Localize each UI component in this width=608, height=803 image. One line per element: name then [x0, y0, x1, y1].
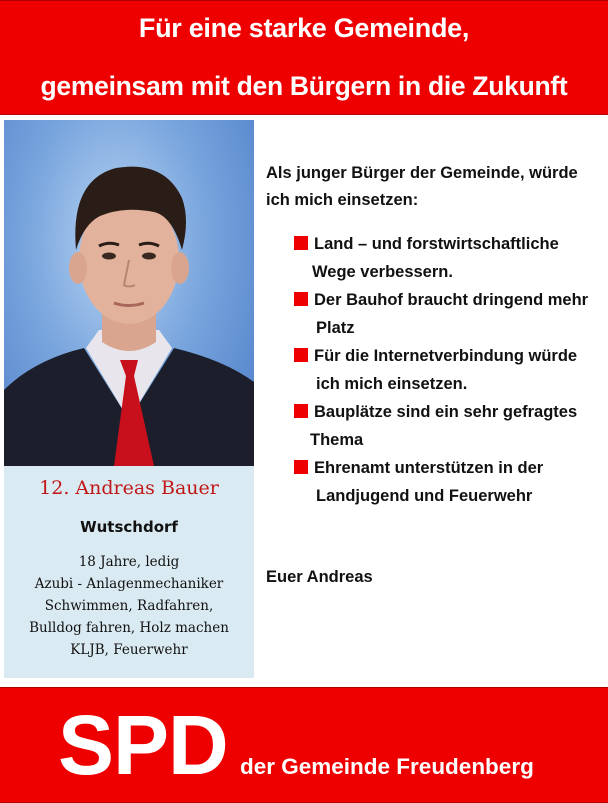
candidate-details [4, 551, 254, 661]
goal-item [294, 398, 608, 454]
goal-line-2: Wege verbessern. [312, 263, 453, 281]
candidate-profile [4, 466, 254, 678]
candidate-detail: Bulldog fahren, Holz machen [29, 620, 229, 636]
candidate-town: Wutschdorf [80, 518, 178, 536]
closing-signature: Euer Andreas [266, 568, 373, 586]
header-line-2: gemeinsam mit den Bürgern in die Zukunft [40, 71, 568, 101]
intro-line-1: Als junger Bürger der Gemeinde, würde [266, 164, 578, 182]
goal-line-1: Bauplätze sind ein sehr gefragtes [314, 403, 578, 421]
goal-line-1: Ehrenamt unterstützen in der [314, 459, 544, 477]
candidate-detail: KLJB, Feuerwehr [70, 642, 188, 658]
party-logo-text: SPD [58, 698, 228, 792]
organization-name: der Gemeinde Freudenberg [240, 754, 534, 779]
candidate-name: 12. Andreas Bauer [39, 477, 219, 499]
goal-line-2: Landjugend und Feuerwehr [316, 487, 533, 505]
bullet-square-icon [294, 292, 308, 306]
bullet-square-icon [294, 348, 308, 362]
goal-item [294, 230, 608, 286]
goal-line-1: Der Bauhof braucht dringend mehr [314, 291, 589, 309]
candidate-photo [4, 120, 254, 466]
header-line-1: Für eine starke Gemeinde, [138, 13, 470, 43]
goal-item [294, 342, 608, 398]
goal-line-1: Für die Internetverbindung würde [314, 347, 578, 365]
candidate-detail: Azubi - Anlagenmechaniker [34, 576, 224, 592]
intro-text [266, 160, 606, 214]
goal-line-1: Land – und forstwirtschaftliche [314, 235, 559, 253]
intro-line-2: ich mich einsetzen: [266, 191, 419, 209]
candidate-detail: 18 Jahre, ledig [78, 554, 180, 570]
portrait-image [4, 120, 254, 466]
goal-item [294, 454, 608, 510]
bullet-square-icon [294, 236, 308, 250]
bullet-square-icon [294, 404, 308, 418]
goals-list [294, 230, 608, 510]
goal-line-2: Thema [310, 431, 364, 449]
goal-line-2: ich mich einsetzen. [316, 375, 468, 393]
goal-line-2: Platz [316, 319, 355, 337]
goal-item [294, 286, 608, 342]
candidate-detail: Schwimmen, Radfahren, [44, 598, 214, 614]
footer-banner [0, 687, 608, 803]
header-banner [0, 0, 608, 115]
bullet-square-icon [294, 460, 308, 474]
